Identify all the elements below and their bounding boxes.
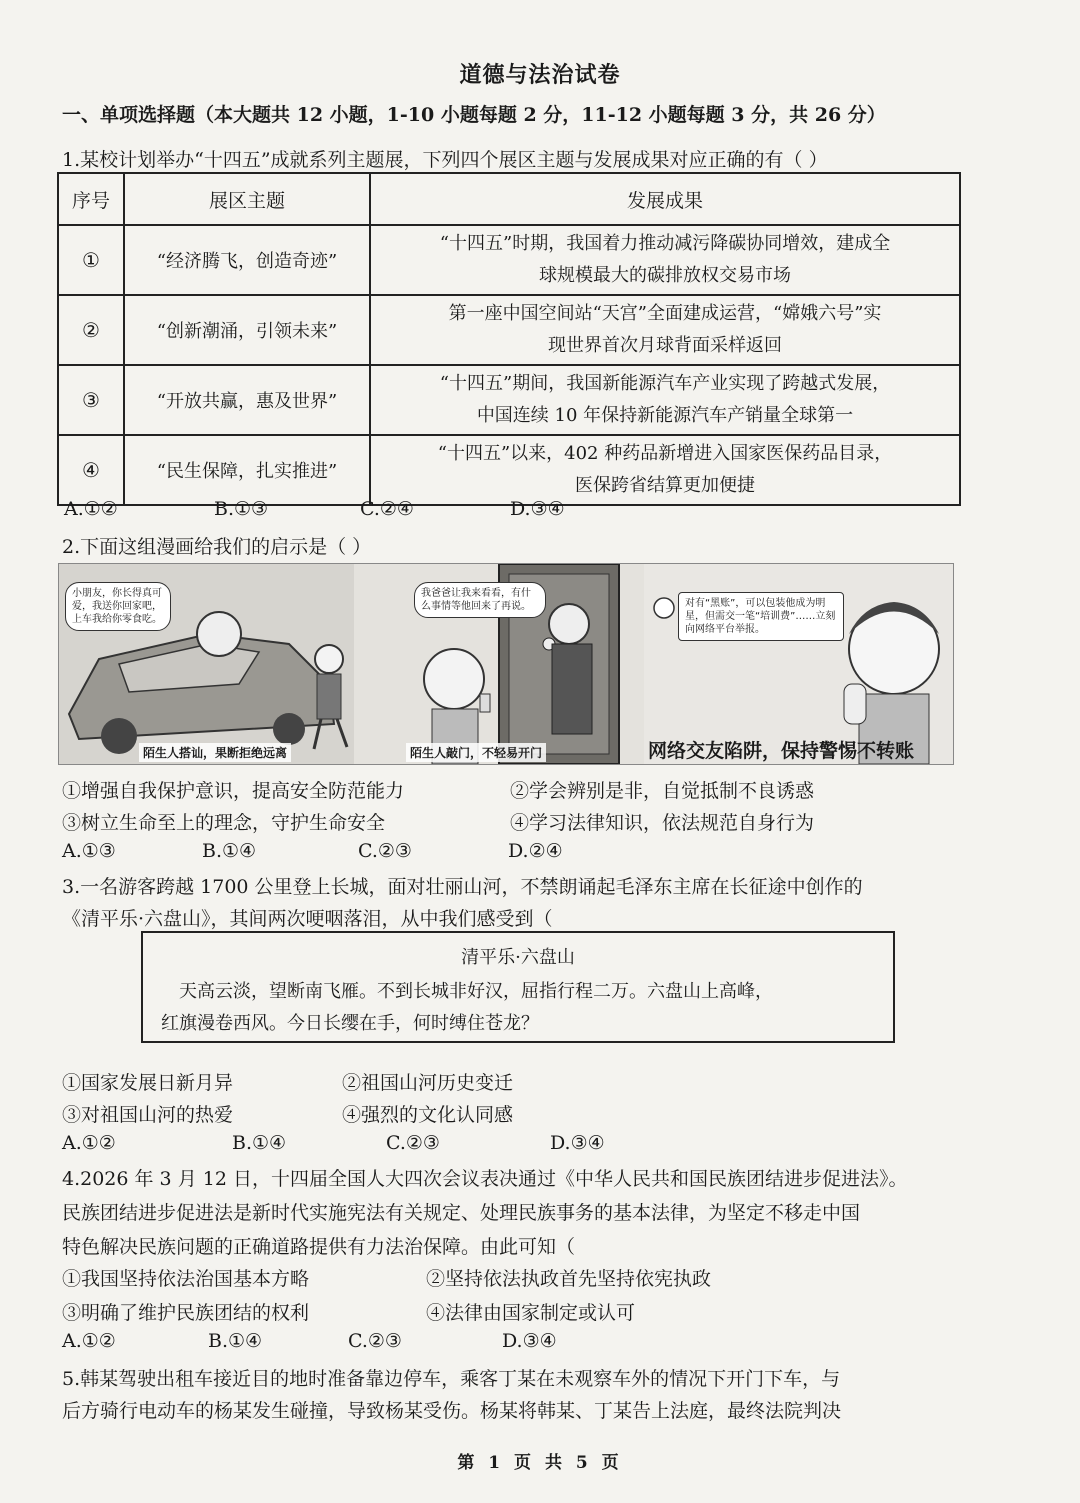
row-result-line: 中国连续 10 年保持新能源汽车产销量全球第一 (476, 405, 854, 426)
question-3-stem: 3.一名游客跨越 1700 公里登上长城，面对壮丽山河，不禁朗诵起毛泽东主席在长征途中创作的 (62, 876, 863, 898)
option-d[interactable]: D.③④ (510, 498, 565, 520)
row-result-line: “十四五”时期，我国着力推动减污降碳协同增效，建成全 (439, 233, 891, 254)
comic-panel-1 (59, 564, 354, 764)
question-4-stem: 民族团结进步促进法是新时代实施宪法有关规定、处理民族事务的基本法律，为坚定不移走中国 (62, 1202, 861, 1224)
row-number: ③ (58, 365, 124, 435)
option-c[interactable]: C.②④ (360, 498, 414, 520)
option-a[interactable]: A.①③ (62, 840, 116, 862)
table-row (58, 435, 960, 505)
question-5-stem: 后方骑行电动车的杨某发生碰撞，导致杨某受伤。杨某将韩某、丁某告上法庭，最终法院判决 (62, 1400, 842, 1422)
table-header: 发展成果 (370, 173, 960, 225)
table-header: 展区主题 (124, 173, 370, 225)
option-d[interactable]: D.②④ (508, 840, 563, 862)
speech-bubble: 对有“黑账”，可以包装他成为明星，但需交一笔“培训费”……立刻向网络平台举报。 (678, 592, 844, 641)
row-result-line: 第一座中国空间站“天宫”全面建成运营，“嫦娥六号”实 (448, 303, 882, 324)
table-header-row (58, 173, 960, 225)
question-1-options (64, 498, 565, 520)
answer-item: ④学习法律知识，依法规范自身行为 (510, 812, 815, 834)
option-a[interactable]: A.①② (62, 1330, 116, 1352)
row-result-line: 医保跨省结算更加便捷 (575, 475, 755, 496)
panel-caption: 陌生人敲门，不轻易开门 (406, 743, 546, 762)
answer-item: ②坚持依法执政首先坚持依宪执政 (426, 1268, 712, 1290)
panel-caption: 网络交友陷阱，保持警惕不转账 (648, 740, 915, 762)
option-b[interactable]: B.①③ (214, 498, 269, 520)
table-row (58, 225, 960, 295)
question-1-stem: 1.某校计划举办“十四五”成就系列主题展，下列四个展区主题与发展成果对应正确的有（ ） (62, 149, 828, 171)
question-1-table (57, 172, 961, 506)
option-b[interactable]: B.①④ (208, 1330, 263, 1352)
row-result-line: “十四五”期间，我国新能源汽车产业实现了跨越式发展， (439, 373, 891, 394)
answer-item: ①增强自我保护意识，提高安全防范能力 (62, 780, 405, 802)
row-topic: “创新潮涌，引领未来” (124, 295, 370, 365)
answer-item: ③明确了维护民族团结的权利 (62, 1302, 310, 1324)
question-4-options (62, 1330, 557, 1352)
row-result (370, 435, 960, 505)
comic-panel-2 (354, 564, 644, 764)
option-d[interactable]: D.③④ (550, 1132, 605, 1154)
row-result-line: “十四五”以来，402 种药品新增进入国家医保药品目录， (437, 443, 893, 464)
question-2-stem: 2.下面这组漫画给我们的启示是（ ） (62, 536, 372, 558)
poem-title: 清平乐·六盘山 (461, 947, 575, 968)
row-topic: “经济腾飞，创造奇迹” (124, 225, 370, 295)
comic-strip (58, 563, 954, 765)
panel-caption: 陌生人搭讪，果断拒绝远离 (139, 743, 291, 762)
question-3-options (62, 1132, 605, 1154)
section-heading: 一、单项选择题（本大题共 12 小题，1-10 小题每题 2 分，11-12 小题每题 3 分，共 26 分） (62, 104, 886, 126)
answer-item: ②祖国山河历史变迁 (342, 1072, 514, 1094)
option-b[interactable]: B.①④ (202, 840, 257, 862)
poem-line: 天高云淡，望断南飞雁。不到长城非好汉，屈指行程二万。六盘山上高峰， (179, 981, 773, 1002)
speech-bubble: 我爸爸让我来看看，有什么事情等他回来了再说。 (414, 582, 546, 618)
poem-line: 红旗漫卷西风。今日长缨在手，何时缚住苍龙？ (161, 1013, 539, 1034)
question-3-stem: 《清平乐·六盘山》，其间两次哽咽落泪，从中我们感受到（ (62, 908, 553, 930)
option-a[interactable]: A.①② (64, 498, 118, 520)
answer-item: ①我国坚持依法治国基本方略 (62, 1268, 310, 1290)
row-result (370, 295, 960, 365)
answer-item: ④强烈的文化认同感 (342, 1104, 514, 1126)
question-4-stem: 4.2026 年 3 月 12 日，十四届全国人大四次会议表决通过《中华人民共和国民族团结进步促进法》。 (62, 1168, 908, 1190)
option-c[interactable]: C.②③ (386, 1132, 440, 1154)
option-d[interactable]: D.③④ (502, 1330, 557, 1352)
row-number: ② (58, 295, 124, 365)
question-5-stem: 5.韩某驾驶出租车接近目的地时准备靠边停车，乘客丁某在未观察车外的情况下开门下车，与 (62, 1368, 841, 1390)
row-result (370, 225, 960, 295)
table-row (58, 365, 960, 435)
row-result-line: 球规模最大的碳排放权交易市场 (539, 265, 791, 286)
row-result (370, 365, 960, 435)
row-result-line: 现世界首次月球背面采样返回 (548, 335, 782, 356)
table-row (58, 295, 960, 365)
row-topic: “民生保障，扎实推进” (124, 435, 370, 505)
answer-item: ④法律由国家制定或认可 (426, 1302, 636, 1324)
answer-item: ③对祖国山河的热爱 (62, 1104, 234, 1126)
row-topic: “开放共赢，惠及世界” (124, 365, 370, 435)
row-number: ① (58, 225, 124, 295)
answer-item: ②学会辨别是非，自觉抵制不良诱惑 (510, 780, 815, 802)
option-b[interactable]: B.①④ (232, 1132, 287, 1154)
poem-box (141, 931, 895, 1043)
table-header: 序号 (58, 173, 124, 225)
option-c[interactable]: C.②③ (348, 1330, 402, 1352)
option-c[interactable]: C.②③ (358, 840, 412, 862)
speech-bubble: 小朋友，你长得真可爱，我送你回家吧，上车我给你零食吃。 (65, 582, 171, 631)
page-footer: 第 1 页 共 5 页 (457, 1453, 623, 1473)
answer-item: ③树立生命至上的理念，守护生命安全 (62, 812, 386, 834)
question-2-options (62, 840, 563, 862)
row-number: ④ (58, 435, 124, 505)
answer-item: ①国家发展日新月异 (62, 1072, 234, 1094)
question-4-stem: 特色解决民族问题的正确道路提供有力法治保障。由此可知（ (62, 1236, 576, 1258)
comic-panel-3 (644, 564, 953, 764)
page-title: 道德与法治试卷 (459, 62, 621, 88)
option-a[interactable]: A.①② (62, 1132, 116, 1154)
